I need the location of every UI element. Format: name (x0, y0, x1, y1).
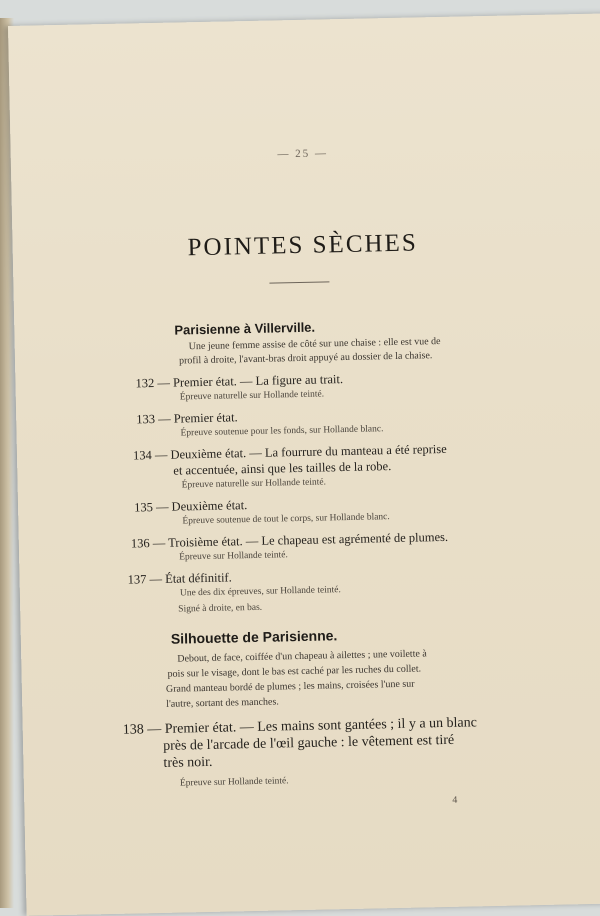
entry-note: Signé à droite, en bas. (178, 602, 263, 615)
catalog-entry-136: 136 — Troisième état. — Le chapeau est agrémenté de plumes. (130, 529, 449, 551)
page-title: POINTES SÈCHES (187, 229, 418, 262)
section-description-line: l'autre, sortant des manches. (166, 696, 279, 710)
catalog-entry-137: 137 — État définitif. (127, 570, 232, 587)
section-description-line: Une jeune femme assise de côté sur une chaise : elle est vue de (188, 336, 441, 353)
entry-note: Épreuve soutenue pour les fonds, sur Hollande blanc. (180, 424, 384, 439)
catalog-entry-138-continued: très noir. (163, 754, 213, 771)
catalog-entry-132: 132 — Premier état. — La figure au trait. (135, 372, 344, 391)
page-folio: — 25 — (277, 147, 329, 161)
entry-note: Épreuve naturelle sur Hollande teinté. (179, 389, 325, 403)
section-heading-silhouette-parisienne: Silhouette de Parisienne. (170, 627, 338, 647)
page-mark: 4 (452, 794, 458, 806)
section-description-line: Grand manteau bordé de plumes ; les mains, croisées l'une sur (165, 678, 415, 695)
catalog-entry-138-continued: près de l'arcade de l'œil gauche : le vêtement est tiré (162, 732, 455, 754)
catalog-entry-135: 135 — Deuxième état. (133, 498, 248, 515)
section-description-line: Debout, de face, coiffée d'un chapeau à ailettes ; une voilette à (177, 648, 427, 665)
book-page (8, 13, 600, 915)
entry-note: Épreuve naturelle sur Hollande teinté. (181, 477, 327, 491)
section-description-line: pois sur le visage, dont le bas est caché par les ruches du collet. (167, 663, 422, 680)
catalog-entry-134-continued: et accentuée, ainsi que les tailles de la robe. (173, 459, 392, 478)
catalog-entry-134: 134 — Deuxième état. — La fourrure du manteau a été reprise (132, 441, 447, 463)
entry-note: Épreuve soutenue de tout le corps, sur Hollande blanc. (182, 512, 390, 527)
section-heading-parisienne-villerville: Parisienne à Villerville. (174, 319, 316, 338)
entry-note: Épreuve sur Hollande teinté. (179, 776, 289, 789)
title-divider (269, 281, 329, 283)
catalog-entry-133: 133 — Premier état. (136, 410, 238, 427)
catalog-entry-138: 138 — Premier état. — Les mains sont gantées ; il y a un blanc (122, 715, 478, 738)
section-description-line: profil à droite, l'avant-bras droit appuyé au dossier de la chaise. (178, 350, 433, 367)
entry-note: Une des dix épreuves, sur Hollande teinté. (179, 585, 341, 599)
entry-note: Épreuve sur Hollande teinté. (179, 550, 288, 563)
